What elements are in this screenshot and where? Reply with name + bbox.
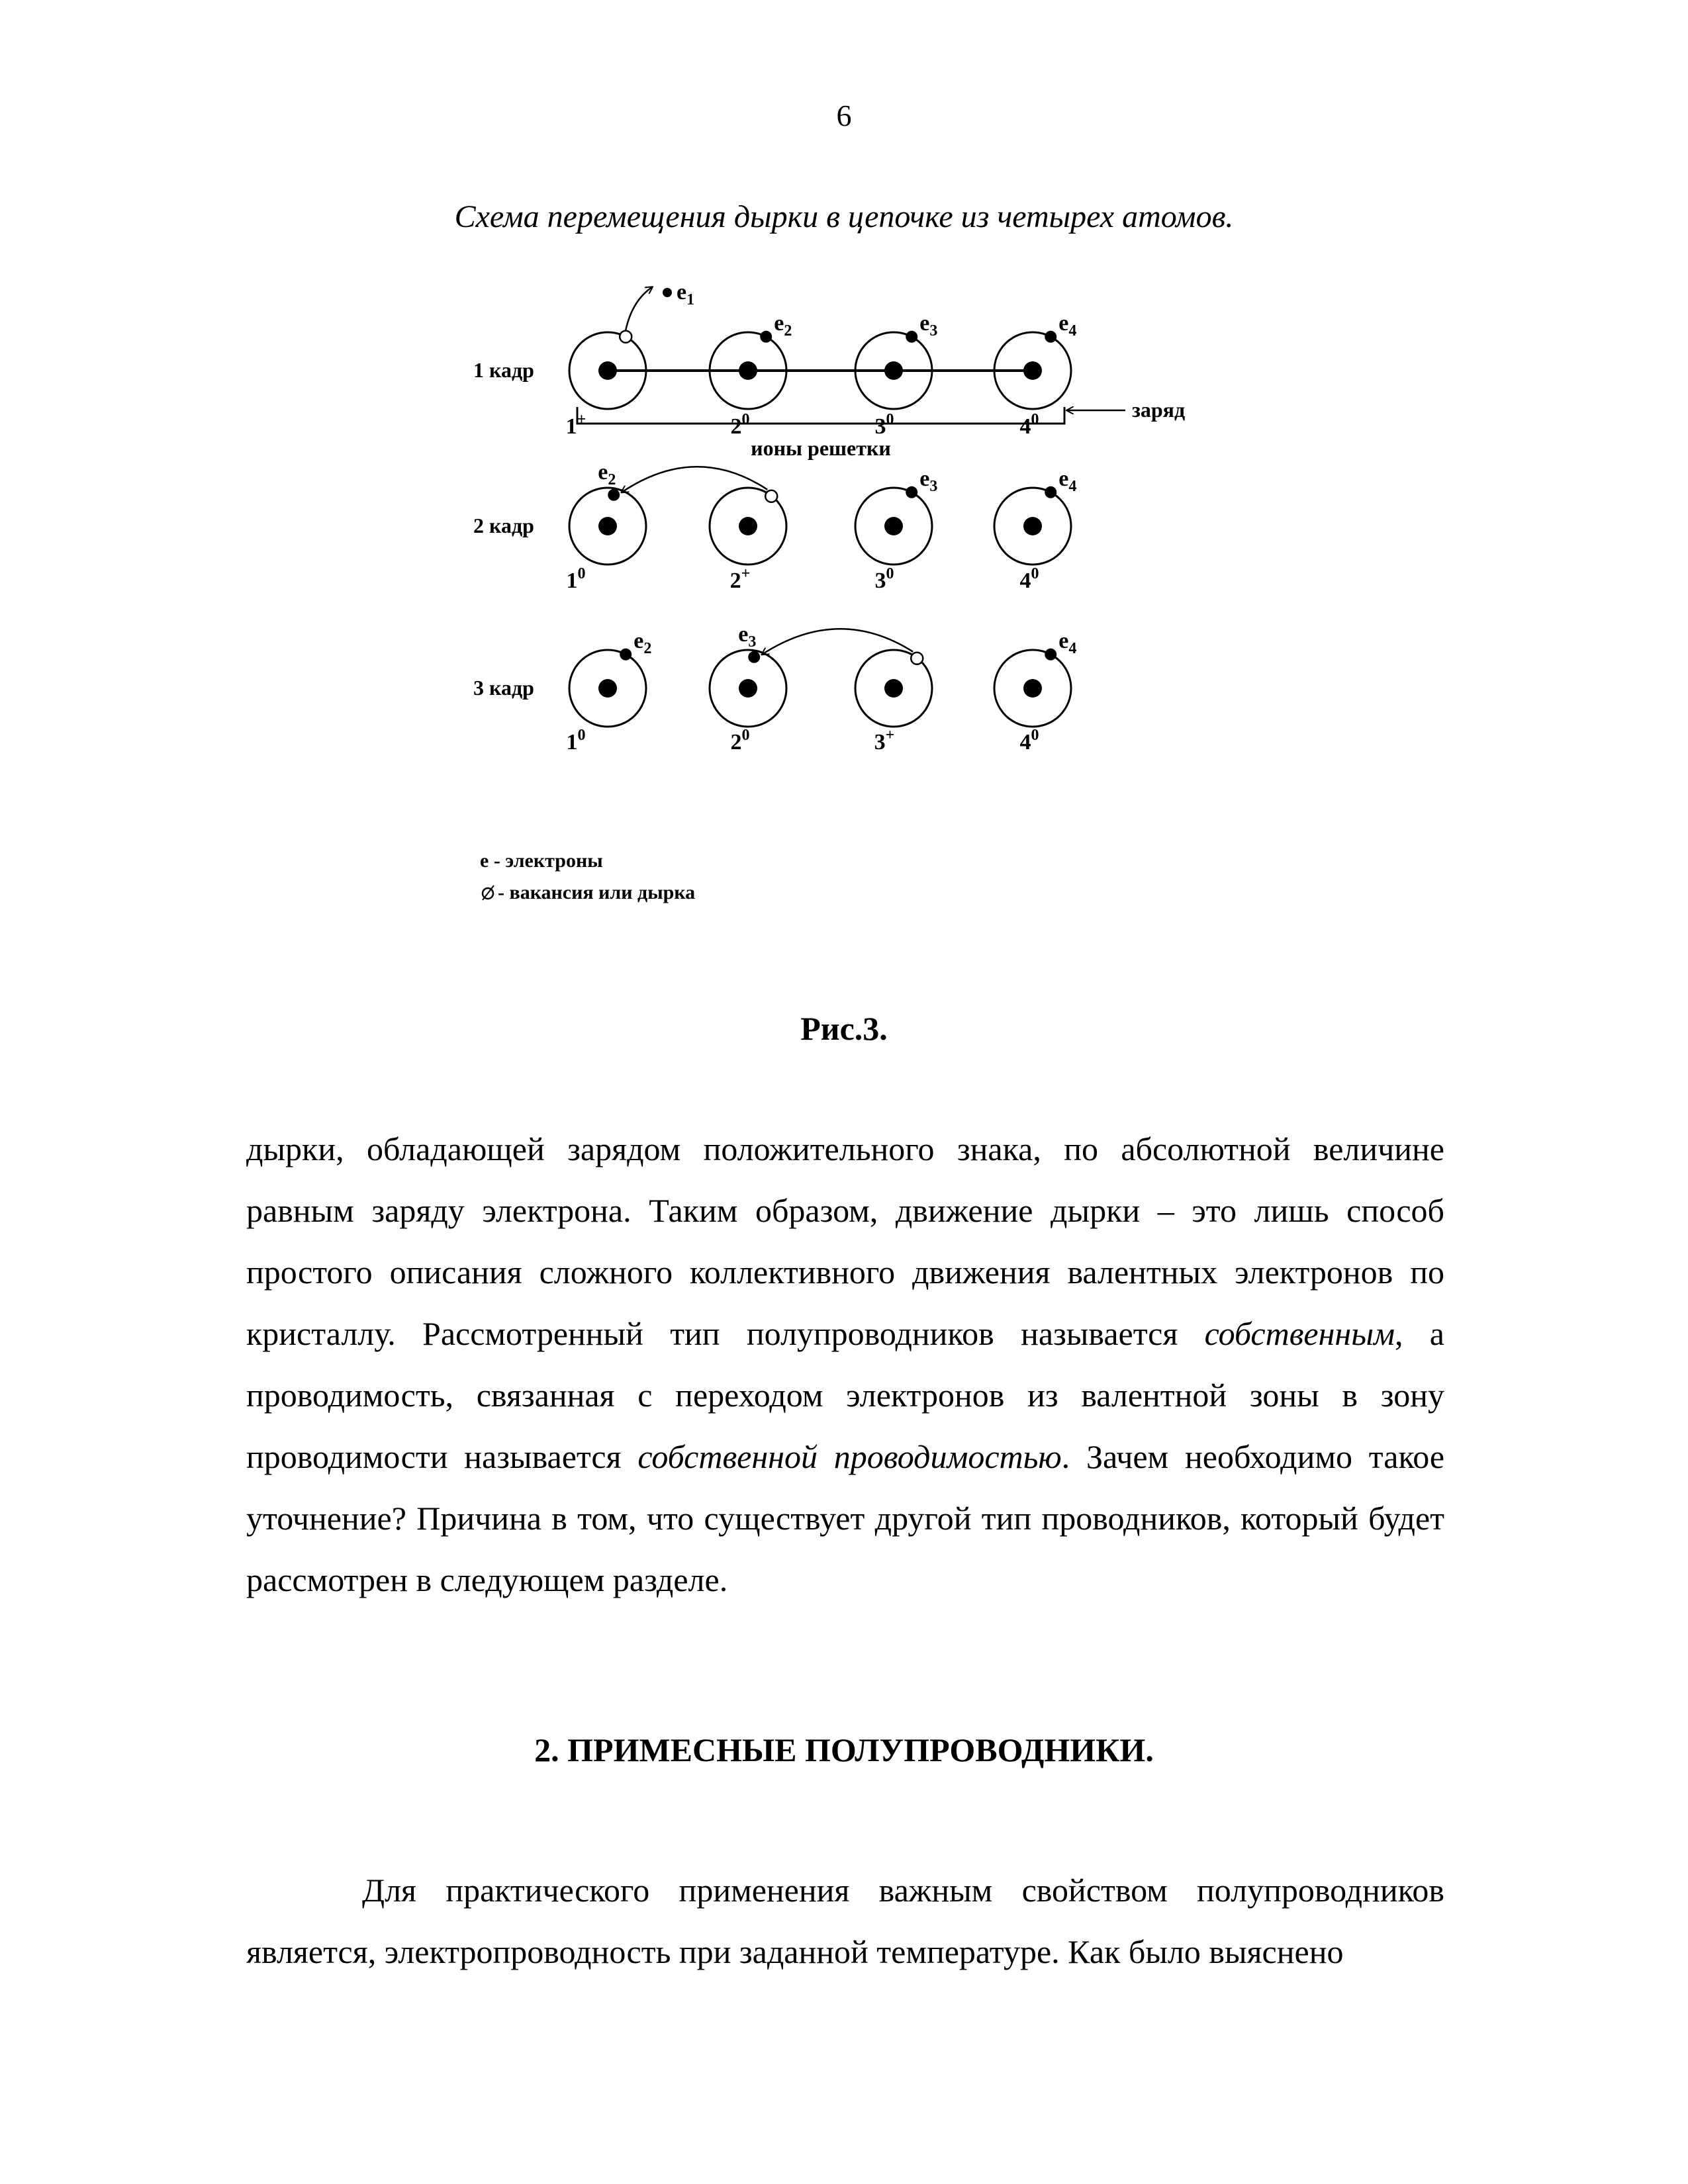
hole [620, 331, 632, 343]
body-paragraph-1 [246, 1118, 1444, 1611]
nucleus [739, 679, 757, 698]
atom [569, 650, 646, 727]
atom [710, 650, 786, 727]
hole [911, 653, 923, 664]
charge-label: заряд [1132, 398, 1186, 422]
electron-label: $e_3$ [738, 621, 757, 651]
atom [855, 488, 932, 565]
ion-label: 3+ [874, 727, 895, 754]
lattice-bracket [577, 407, 1064, 424]
electron [760, 331, 772, 343]
ion-label: $4^0$ [1019, 727, 1039, 754]
ion-label: 2+ [729, 565, 751, 593]
italic-term: собственной проводимостью [637, 1438, 1062, 1475]
nucleus [884, 679, 903, 698]
electron [906, 331, 917, 343]
electron [1045, 649, 1056, 660]
nucleus [739, 361, 757, 380]
electron-label: $e_3$ [919, 466, 938, 495]
frame-label: 3 кадр [473, 676, 534, 700]
electron-label: $e_4$ [1058, 310, 1077, 340]
figure-caption: Схема перемещения дырки в цепочке из четырех атомов. [454, 199, 1234, 234]
text-run: . Зачем необходимо такое уточнение? Причина в том, что существует другой тип проводников, который будет рассмотрен в следующем разделе. [246, 1438, 1445, 1598]
electron [748, 651, 760, 663]
text-run: дырки, обладающей зарядом положительного знака, по абсолютной величине равным заряду электрона. Таким образом, движение дырки – это лишь способ простого описания сложного коллективного движения валентных электронов по кристаллу. Рассмотренный тип полупроводников называется [246, 1130, 1444, 1352]
ion-label: $1^0$ [566, 565, 586, 593]
atom [994, 650, 1071, 727]
electron [608, 489, 620, 501]
ion-label: 1+ [565, 411, 586, 439]
page-number: 6 [836, 99, 852, 132]
electron-label: $e_3$ [919, 310, 938, 340]
electron-label: $e_2$ [598, 459, 616, 488]
nucleus [598, 679, 617, 698]
free-electron [663, 288, 672, 297]
ion-label: $4^0$ [1019, 565, 1039, 593]
ion-label: $1^0$ [566, 727, 586, 754]
electron [1045, 486, 1056, 498]
atom [994, 488, 1071, 565]
figure-label: Рис.3. [800, 1010, 888, 1047]
electron-label: $e_2$ [774, 310, 792, 340]
escape-arrow [626, 287, 652, 330]
section-heading: 2. ПРИМЕСНЫЕ ПОЛУПРОВОДНИКИ. [534, 1731, 1154, 1768]
nucleus [1023, 361, 1042, 380]
atom [569, 488, 646, 565]
lattice-label: ионы решетки [751, 436, 891, 460]
ion-label: $3^0$ [874, 565, 894, 593]
ion-label: $3^0$ [874, 411, 894, 439]
electron-label: $e_4$ [1058, 466, 1077, 495]
electron-label: $e_4$ [1058, 628, 1077, 657]
electron [620, 649, 632, 660]
nucleus [884, 361, 903, 380]
nucleus [598, 517, 617, 535]
hole [765, 490, 777, 502]
frame-label: 1 кадр [473, 358, 534, 382]
electron [1045, 331, 1056, 343]
frame-label: 2 кадр [473, 514, 534, 537]
electron-label: $e_1$ [677, 280, 695, 308]
legend-electrons: е - электроны [480, 850, 603, 872]
nucleus [1023, 679, 1042, 698]
italic-term: собственным [1204, 1315, 1395, 1352]
nucleus [1023, 517, 1042, 535]
electron [906, 486, 917, 498]
nucleus [739, 517, 757, 535]
ion-label: $2^0$ [730, 411, 750, 439]
legend-vacancy: - вакансия или дырка [498, 882, 696, 903]
hole-movement-diagram [0, 0, 1688, 940]
nucleus [884, 517, 903, 535]
ion-label: $4^0$ [1019, 411, 1039, 439]
electron-label: $e_2$ [633, 628, 652, 657]
nucleus [598, 361, 617, 380]
body-paragraph-2: Для практического применения важным свойством полупроводников является, электропроводность при заданной температуре. Как было выяснено [246, 1872, 1444, 1970]
text-run: , а проводимость, связанная с переходом электронов из валентной зоны в зону проводимости называется [246, 1315, 1444, 1475]
ion-label: $2^0$ [730, 727, 750, 754]
